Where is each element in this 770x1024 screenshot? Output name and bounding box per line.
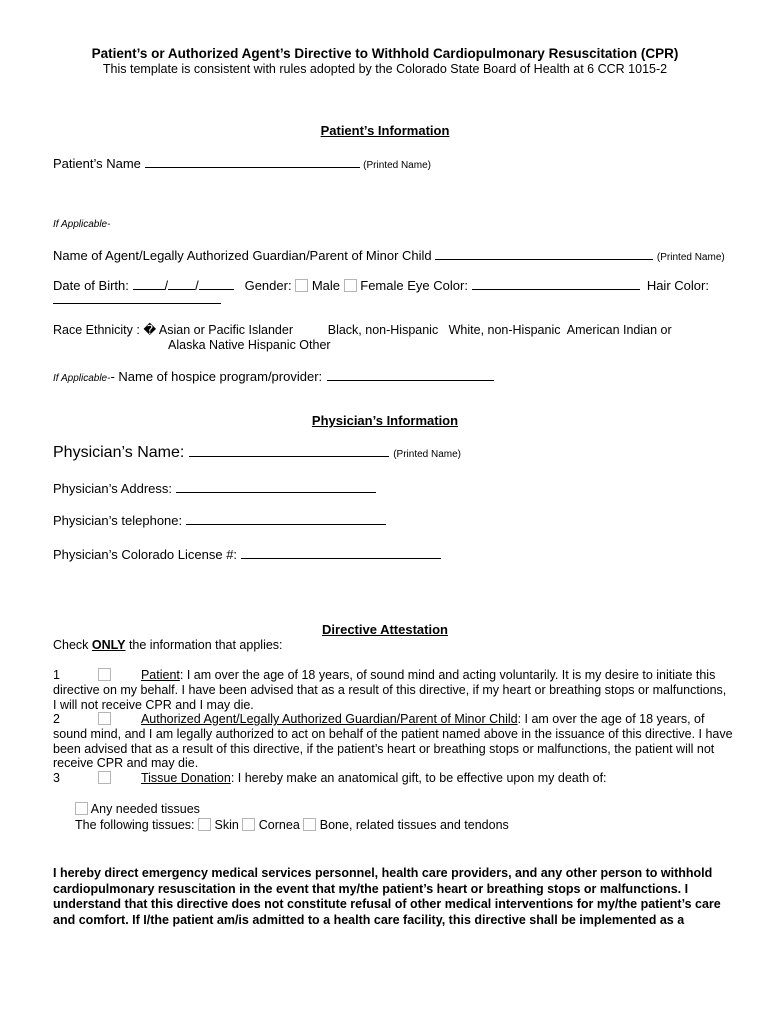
skin-checkbox[interactable] [198, 818, 211, 831]
check-text: Check [53, 638, 92, 652]
following-tissues-row [75, 818, 509, 832]
item-2-checkbox[interactable] [98, 712, 111, 725]
cornea-label: Cornea [258, 818, 300, 832]
physician-name-field[interactable] [189, 444, 389, 457]
agent-name-printed-note: (Printed Name) [656, 252, 725, 263]
directive-item-2 [53, 712, 733, 771]
check-text: the information that applies: [125, 638, 283, 652]
race-ethnicity-line2: Alaska Native Hispanic Other [168, 338, 331, 352]
form-title: Patient’s or Authorized Agent’s Directive to Withhold Cardiopulmonary Resuscitation (CPR) [91, 46, 679, 61]
male-label: Male [311, 278, 341, 293]
patient-name-field[interactable] [145, 155, 360, 168]
physician-license-label: Physician’s Colorado License #: [53, 547, 238, 562]
dob-separator: / [164, 278, 169, 293]
dob-month-field[interactable] [133, 277, 165, 290]
physician-name-label: Physician’s Name: [53, 444, 185, 461]
item-number: 3 [53, 771, 60, 785]
hospice-row [53, 368, 494, 386]
bone-checkbox[interactable] [303, 818, 316, 831]
hospice-field[interactable] [327, 368, 494, 381]
female-label: Female [360, 278, 404, 293]
hair-color-field[interactable] [53, 291, 221, 304]
hospice-label: - Name of hospice program/provider: [110, 369, 323, 384]
eye-color-field[interactable] [472, 277, 640, 290]
skin-label: Skin [214, 818, 239, 832]
any-tissues-row [75, 802, 200, 816]
dob-year-field[interactable] [199, 277, 234, 290]
item-number: 2 [53, 712, 60, 726]
item-number: 1 [53, 668, 60, 682]
female-checkbox[interactable] [344, 279, 357, 292]
male-checkbox[interactable] [295, 279, 308, 292]
item-1-title: Patient [140, 668, 180, 682]
physician-telephone-field[interactable] [186, 512, 386, 525]
dob-day-field[interactable] [168, 277, 195, 290]
if-applicable-note: If Applicable- [53, 219, 111, 230]
race-ethnicity-line1: Race Ethnicity : � Asian or Pacific Islander Black, non-Hispanic White, non-Hispanic American Indian or [53, 323, 672, 337]
physician-address-row [53, 480, 376, 496]
item-2-text: : I am over the age of 18 years, of sound mind, and I am legally authorized to act on behalf of the patient named above in the issuance of this directive. I have been advised that as a result of this directive, if the patient’s heart or breathing stops or malfunctions, the patient will not receive CPR and may die. [53, 712, 733, 771]
cornea-checkbox[interactable] [242, 818, 255, 831]
physician-address-field[interactable] [176, 480, 376, 493]
hair-color-label: Hair Color: [646, 278, 709, 293]
directive-item-3 [53, 771, 733, 786]
hospice-if-applicable: If Applicable- [53, 373, 111, 384]
physician-name-printed-note: (Printed Name) [393, 449, 462, 460]
agent-name-field[interactable] [435, 247, 653, 260]
patient-name-label: Patient’s Name [53, 156, 141, 171]
directive-heading: Directive Attestation [322, 622, 448, 637]
physician-address-label: Physician’s Address: [53, 481, 172, 496]
any-tissues-label: Any needed tissues [90, 802, 200, 816]
physician-license-row [53, 546, 441, 562]
hair-color-row [53, 291, 221, 309]
item-1-text: : I am over the age of 18 years, of sound mind and acting voluntarily. It is my desire to initiate this directive on my behalf. I have been advised that as a result of this directive, if my heart or breathing stops or malfunctions, I will not receive CPR and I may die. [53, 668, 727, 712]
check-only-instruction [53, 638, 283, 652]
agent-name-label: Name of Agent/Legally Authorized Guardian/Parent of Minor Child [53, 248, 432, 263]
directive-statement: I hereby direct emergency medical services personnel, health care providers, and any other person to withhold cardiopulmonary resuscitation in the event that my/the patient’s heart or breathing stops or malfunctions. I understand that this directive does not constitute refusal of other medical interventions for my/the patient’s care and comfort. If I/the patient am/is admitted to a health care facility, this directive shall be implemented as a [53, 866, 721, 927]
gender-label: Gender: [244, 278, 292, 293]
physician-name-row [53, 444, 461, 462]
patient-name-printed-note: (Printed Name) [363, 160, 431, 171]
physician-telephone-row [53, 512, 386, 528]
bone-label: Bone, related tissues and tendons [319, 818, 509, 832]
item-1-checkbox[interactable] [98, 668, 111, 681]
item-3-title: Tissue Donation [140, 771, 231, 785]
check-only-emphasis: ONLY [91, 638, 126, 652]
item-3-text: : I hereby make an anatomical gift, to be effective upon my death of: [230, 771, 607, 785]
agent-name-row [53, 247, 725, 263]
physician-license-field[interactable] [241, 546, 441, 559]
physician-telephone-label: Physician’s telephone: [53, 513, 183, 528]
dob-label: Date of Birth: [53, 278, 129, 293]
form-subtitle: This template is consistent with rules adopted by the Colorado State Board of Health at 6 CCR 1015-2 [102, 62, 668, 76]
patient-info-heading: Patient’s Information [320, 123, 450, 138]
following-tissues-label: The following tissues: [75, 818, 195, 832]
item-3-checkbox[interactable] [98, 771, 111, 784]
eye-color-label: Eye Color: [407, 278, 468, 293]
directive-item-1 [53, 668, 733, 712]
item-2-title: Authorized Agent/Legally Authorized Guardian/Parent of Minor Child [140, 712, 518, 726]
patient-name-row [53, 155, 431, 171]
physician-info-heading: Physician’s Information [311, 413, 459, 428]
dob-separator: / [195, 278, 199, 293]
any-tissues-checkbox[interactable] [75, 802, 88, 815]
